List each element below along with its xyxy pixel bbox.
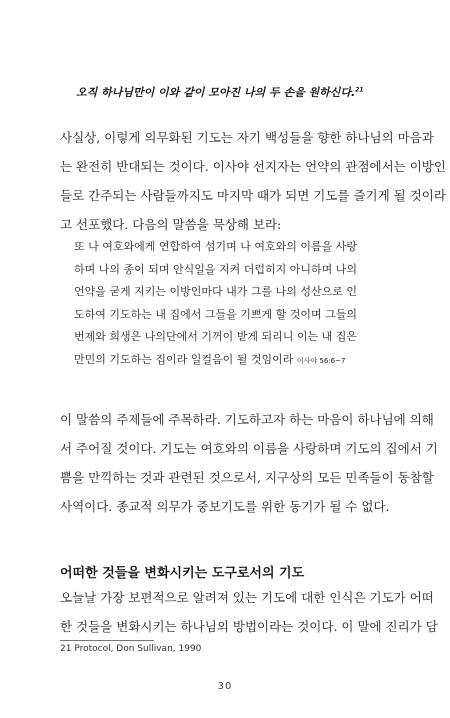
footnote-divider: [60, 640, 154, 641]
epigraph-quote: [76, 84, 406, 100]
scripture-line: 만민의 기도하는 집이라 일컬음이 될 것임이라: [74, 352, 294, 366]
paragraph-line: 사실상, 이렇게 의무화된 기도는 자기 백성들을 향한 하나님의 마음과: [60, 130, 434, 145]
paragraph-line: 들로 간주되는 사람들까지도 마지막 때가 되면 기도를 즐기게 될 것이라: [60, 188, 446, 203]
paragraph-3: [60, 583, 438, 641]
scripture-last-line: [74, 349, 414, 373]
paragraph-line: 이 말씀의 주제들에 주목하라. 기도하고자 하는 마음이 하나님에 의해: [60, 412, 434, 427]
scripture-line: 언약을 굳게 지키는 이방인마다 내가 그를 나의 성산으로 인: [74, 285, 357, 298]
page-number: 30: [217, 681, 233, 692]
paragraph-1: [60, 123, 446, 239]
paragraph-line: 쁨을 만끽하는 것과 관련된 것으로서, 지구상의 모든 민족들이 동참할: [60, 470, 434, 485]
paragraph-line: 서 주어질 것이다. 기도는 여호와의 이름을 사랑하며 기도의 집에서 기: [60, 441, 438, 456]
paragraph-line: 한 것들을 변화시키는 하나님의 방법이라는 것이다. 이 말에 진리가 담: [60, 619, 438, 634]
scripture-line: 또 나 여호와에게 연합하여 섬기며 나 여호와의 이름을 사랑: [74, 240, 357, 253]
epigraph-text: 오직 하나님만이 이와 같이 모아진 나의 두 손을 원하신다.: [76, 86, 356, 99]
scripture-reference: 이사야 56:6~7: [296, 356, 346, 365]
section-heading: 어떠한 것들을 변화시키는 도구로서의 기도: [60, 566, 305, 581]
scripture-quote: [74, 236, 414, 372]
scripture-line: 하며 나의 종이 되며 안식일을 지켜 더럽히지 아니하며 나의: [74, 262, 357, 276]
paragraph-2: [60, 405, 438, 521]
scripture-line: 도하여 기도하는 내 집에서 그들을 기쁘게 할 것이며 그들의: [74, 307, 357, 321]
paragraph-line: 고 선포했다. 다음의 말씀을 묵상해 보라:: [60, 217, 282, 232]
paragraph-line: 사역이다. 종교적 의무가 중보기도를 위한 동기가 될 수 없다.: [60, 499, 390, 514]
paragraph-line: 는 완전히 반대되는 것이다. 이사야 선지자는 언약의 관점에서는 이방인: [60, 159, 446, 174]
scripture-line: 번제와 희생은 나의단에서 기꺼이 받게 되리니 이는 내 집은: [74, 330, 357, 343]
footnote-mark: 21: [355, 86, 364, 94]
paragraph-line: 오늘날 가장 보편적으로 알려져 있는 기도에 대한 인식은 기도가 어떠: [60, 590, 434, 605]
footnote: 21 Protocol, Don Sullivan, 1990: [60, 644, 202, 654]
